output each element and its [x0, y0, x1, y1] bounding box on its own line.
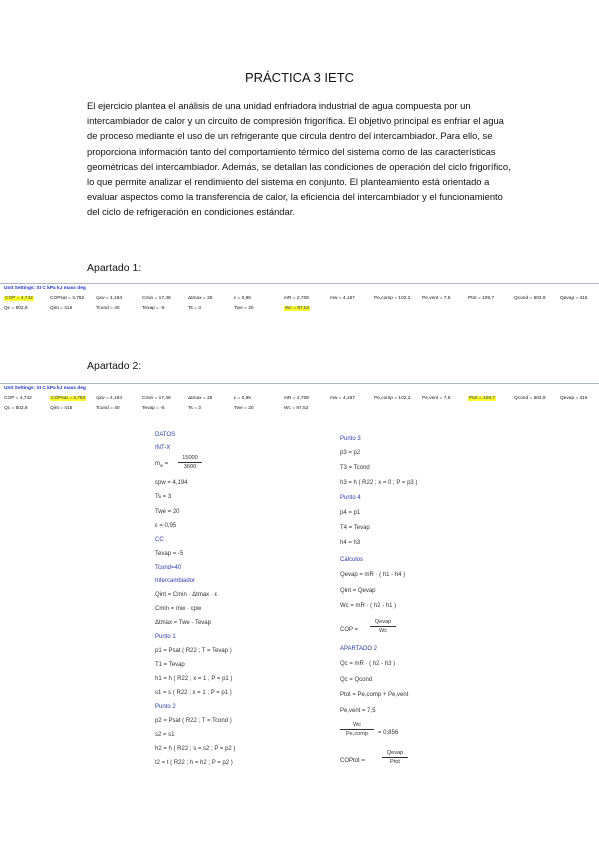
eq-dtmax: Δtmax = Twe - Tevap [155, 620, 211, 626]
ees-value: Tcond = 40 [96, 406, 120, 411]
eq-qint-right: Qint = Qevap [340, 588, 376, 594]
eq-coptot-label: COPtot = [340, 758, 365, 764]
eq-eps: ε = 0,95 [155, 523, 177, 529]
eq-qc-qcond: Qc = Qcond [340, 677, 373, 683]
ees-value: mR = 2,708 [284, 296, 309, 301]
eq-tevap: Tevap = -5 [155, 551, 184, 557]
ees-value: Twe = 20 [234, 306, 254, 311]
fraction-bar [382, 757, 408, 758]
eq-p4: p4 = p1 [340, 510, 361, 516]
eq-t2: t2 = t ( R22 ; h = h2 ; P = p2 ) [155, 760, 233, 766]
ees-value: cpw = 4,194 [96, 396, 123, 401]
eq-cpw: cpw = 4,194 [155, 480, 188, 486]
ees-value: Tevap = -5 [142, 406, 165, 411]
eq-tcond: Tcond=40 [155, 565, 182, 571]
eq-coptot-fraction [382, 750, 408, 765]
eq-section-punto2: Punto 2 [155, 704, 176, 710]
eq-s2: s2 = s1 [155, 732, 175, 738]
ees-frame-top-1 [0, 283, 599, 284]
ees-value: Qint = 415 [50, 306, 73, 311]
eq-h3: h3 = h ( R22 ; x = 0 ; P = p3 ) [340, 480, 418, 486]
eq-ptot: Ptot = Pe,comp + Pe,vent [340, 692, 409, 698]
eq-s1: s1 = s ( R22 ; x = 1 ; P = p1 ) [155, 690, 232, 696]
ees-value: Δtmax = 25 [188, 296, 213, 301]
eq-coptot-denominator: Ptot [390, 759, 400, 765]
fraction-bar [340, 729, 374, 730]
unit-settings-2: Unit Settings: SI C kPa kJ mass deg [4, 386, 86, 391]
eq-section-punto4: Punto 4 [340, 495, 361, 501]
eq-coptot-numerator: Qevap [386, 750, 404, 756]
ees-value: Ptot = 109,7 [468, 296, 495, 301]
ees-value: Tevap = -5 [142, 306, 165, 311]
eq-wc-fraction [340, 722, 374, 737]
ees-results-row-1b [0, 306, 599, 314]
ees-value: ε = 0,95 [234, 296, 251, 301]
ees-value: Pe,comp = 102,2 [374, 396, 411, 401]
eq-mw-label: $m_w$ = [155, 461, 169, 469]
eq-mw-numerator: 15000 [182, 455, 198, 461]
eq-h4: h4 = h3 [340, 540, 361, 546]
ees-value-ptot: Ptot = 109,7 [469, 396, 496, 401]
ees-value: COP = 4,742 [4, 396, 32, 401]
ees-value: ε = 0,95 [234, 396, 251, 401]
eq-section-intercambiador: Intercambiador [155, 578, 196, 584]
ees-frame-top-2 [0, 383, 599, 384]
ees-value: mw = 4,167 [330, 296, 355, 301]
ees-value: Wc = 87,52 [284, 406, 309, 411]
ees-value-wc: Wc = 87,52 [285, 306, 310, 311]
ees-value: Twe = 20 [234, 406, 254, 411]
ees-results-row-2a [0, 396, 599, 404]
apartado-1-heading: Apartado 1: [87, 262, 142, 274]
fraction-bar [178, 462, 202, 463]
eq-cop-numerator: Qevap [374, 619, 392, 625]
eq-section-cc: CC [155, 537, 164, 543]
eq-mw-denominator: 3600 [183, 464, 197, 470]
apartado-2-heading: Apartado 2: [87, 360, 142, 372]
eq-p2: p2 = Psat ( R22 ; T = Tcond ) [155, 718, 232, 724]
eq-cop-fraction [370, 619, 396, 634]
ees-value-cop: COP = 4,742 [5, 296, 33, 301]
eq-h1: h1 = h ( R22 ; x = 1 ; P = p1 ) [155, 676, 233, 682]
eq-wc-denominator: Pe,comp [345, 731, 369, 737]
fraction-bar [370, 626, 396, 627]
ees-value: Δtmax = 25 [188, 396, 213, 401]
document-title: PRÁCTICA 3 IETC [244, 70, 355, 85]
eq-ts: Ts = 3 [155, 494, 172, 500]
ees-value: COPsat = 3,782 [50, 296, 85, 301]
ees-value: Ts = 3 [188, 306, 201, 311]
eq-wc: Wc = mR · ( h2 - h1 ) [340, 603, 397, 609]
ees-value: cpw = 4,194 [96, 296, 123, 301]
eq-pevent: Pe,vent = 7,5 [340, 708, 376, 714]
ees-value: mR = 2,708 [284, 396, 309, 401]
ees-value: Qcond = 502,9 [514, 396, 546, 401]
eq-qevap: Qevap = mR · ( h1 - h4 ) [340, 572, 406, 578]
eq-cmin: Cmin = mw · cpw [155, 606, 202, 612]
eq-section-calculos: Cálculos [340, 557, 364, 563]
ees-value: Ts = 3 [188, 406, 201, 411]
ees-value: Qevap = 415 [560, 296, 588, 301]
eq-h2: h2 = h ( R22 ; s = s2 ; P = p2 ) [155, 746, 236, 752]
eq-p1: p1 = Psat ( R22 ; T = Tevap ) [155, 648, 232, 654]
ees-value: Tcond = 40 [96, 306, 120, 311]
ees-value: Pe,vent = 7,5 [422, 296, 451, 301]
eq-wc-numerator: Wc [352, 722, 362, 728]
ees-value: Qc = 502,9 [4, 306, 28, 311]
ees-value: Qc = 502,9 [4, 406, 28, 411]
eq-t4: T4 = Tevap [340, 525, 370, 531]
intro-paragraph: El ejercicio plantea el análisis de una unidad enfriadora industrial de agua compuesta por un intercambiador de calor y un circuito de compresión frigorífica. El objetivo principal es enfriar el agua de proceso mediante el uso de un refrigerante que circula dentro del intercambiador. Para ello, se proporciona información tanto del comportamiento térmico del sistema como de las características geométricas del intercambiador. Además, se detallan las condiciones de operación del ciclo frigorífico, lo que permite analizar el rendimiento del sistema en conjunto. El planteamiento está orientado a evaluar aspectos como la transferencia de calor, la eficiencia del intercambiador y el funcionamiento del ciclo de refrigeración en condiciones estándar. [87, 100, 511, 218]
eq-cop-label: COP = [340, 627, 359, 633]
eq-t3: T3 = Tcond [340, 465, 370, 471]
eq-section-intx: INT-X [155, 445, 171, 451]
ees-results-row-2b [0, 406, 599, 414]
eq-t1: T1 = Tevap [155, 662, 185, 668]
eq-wc-value: = 0,856 [378, 730, 399, 736]
ees-value-copsat: COPsat = 3,782 [51, 396, 86, 401]
ees-value: Qevap = 415 [560, 396, 588, 401]
ees-value: Pe,comp = 102,2 [374, 296, 411, 301]
eq-section-punto3: Punto 3 [340, 436, 361, 442]
ees-value: Cmin = 17,48 [142, 396, 171, 401]
eq-qint: Qint = Cmin · Δtmax · ε [155, 592, 218, 598]
ees-results-row-1a [0, 296, 599, 304]
ees-value: mw = 4,167 [330, 396, 355, 401]
eq-twe: Twe = 20 [155, 509, 180, 515]
eq-mw-fraction [178, 455, 202, 470]
unit-settings-1: Unit Settings: SI C kPa kJ mass deg [4, 286, 86, 291]
eq-section-punto1: Punto 1 [155, 634, 176, 640]
ees-value: Cmin = 17,48 [142, 296, 171, 301]
eq-p3: p3 = p2 [340, 450, 361, 456]
eq-qc: Qc = mR · ( h2 - h3 ) [340, 661, 396, 667]
ees-value: Qcond = 502,9 [514, 296, 546, 301]
eq-cop-denominator: Wc [378, 628, 388, 634]
ees-value: Pe,vent = 7,5 [422, 396, 451, 401]
ees-value: Qint = 415 [50, 406, 73, 411]
eq-section-datos: DATOS [155, 432, 176, 438]
eq-section-apartado2: APARTADO 2 [340, 646, 378, 652]
